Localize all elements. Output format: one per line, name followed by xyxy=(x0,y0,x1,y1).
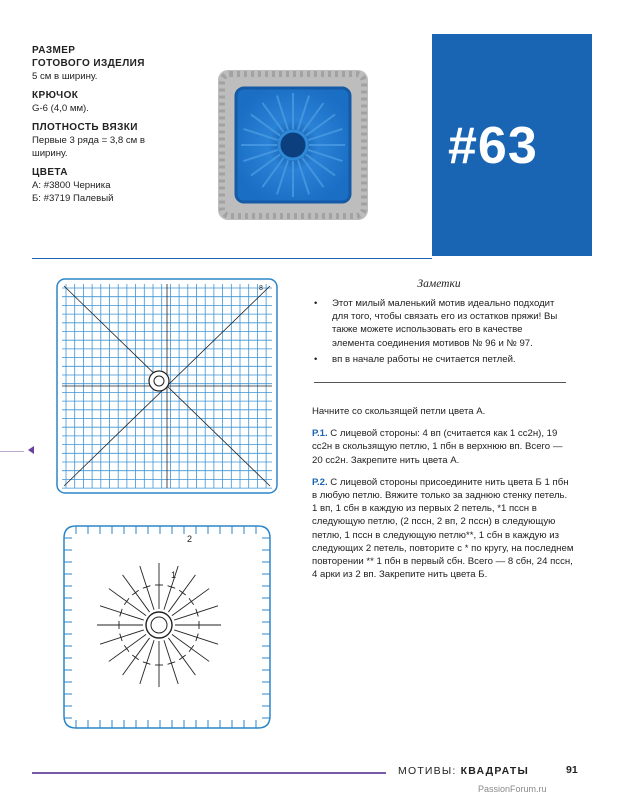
spec-color-b: Б: #3719 Палевый xyxy=(32,193,114,204)
spec-gauge-title: ПЛОТНОСТЬ ВЯЗКИ xyxy=(32,122,138,133)
pattern-number: #63 xyxy=(448,117,538,175)
row-1-text: С лицевой стороны: 4 вп (считается как 1 сс2н), 19 сс2н в скользящую петлю, 1 пбн в верхнюю вп. Всего — 20 сс2н. Закрепите нить цвета А. xyxy=(312,428,563,466)
spec-size-title-2: ГОТОВОГО ИЗДЕЛИЯ xyxy=(32,58,145,69)
side-arrow-icon xyxy=(28,446,34,454)
spec-colors xyxy=(32,166,212,205)
spec-hook xyxy=(32,89,212,115)
notes-divider xyxy=(314,382,566,383)
spec-size-value: 5 см в ширину. xyxy=(32,71,98,82)
instructions-intro: Начните со скользящей петли цвета А. xyxy=(312,406,486,417)
instructions-row-2 xyxy=(312,476,574,582)
notes-title: Заметки xyxy=(417,278,461,290)
notes-item-text: вп в начале работы не считается петлей. xyxy=(332,353,516,365)
instructions xyxy=(312,405,574,590)
spec-gauge xyxy=(32,121,212,160)
footer-subsection: КВАДРАТЫ xyxy=(460,765,529,777)
spec-size-title: РАЗМЕР xyxy=(32,45,76,56)
spec-size xyxy=(32,44,212,83)
motif-photo xyxy=(214,66,372,224)
pattern-number-badge xyxy=(432,34,592,256)
notes-item xyxy=(312,297,566,350)
footer-section-label: МОТИВЫ: xyxy=(398,765,457,777)
row-1-label: Р.1. xyxy=(312,428,328,440)
chart-row-label-8: 8 xyxy=(259,285,263,292)
bullet-icon: • xyxy=(314,298,318,309)
chart-diagram-grid xyxy=(56,278,278,494)
instructions-row-1 xyxy=(312,427,574,467)
side-rule xyxy=(0,451,24,452)
spec-gauge-value-2: ширину. xyxy=(32,148,68,159)
chart-row-label-2: 2 xyxy=(187,534,193,544)
watermark: PassionForum.ru xyxy=(478,784,547,794)
notes-item xyxy=(312,353,566,366)
footer-rule xyxy=(32,772,386,774)
spec-colors-title: ЦВЕТА xyxy=(32,167,68,178)
page-number: 91 xyxy=(566,764,578,776)
specs-panel xyxy=(32,44,212,211)
spec-hook-value: G-6 (4,0 мм). xyxy=(32,103,89,114)
chart-diagram-round xyxy=(56,518,278,736)
notes-item-text: Этот милый маленький мотив идеально подходит для того, чтобы связать его из остатков пряжи! Вы также можете использовать его в качестве элемента соединения мотивов № 96 и № 97. xyxy=(332,298,558,349)
row-2-label: Р.2. xyxy=(312,476,328,488)
chart-row-label-1: 1 xyxy=(171,570,177,580)
footer-section xyxy=(398,765,529,777)
spec-hook-title: КРЮЧОК xyxy=(32,90,79,101)
bullet-icon: • xyxy=(314,353,318,365)
notes-list xyxy=(312,297,566,369)
row-2-text: С лицевой стороны присоедините нить цвета Б 1 пбн в любую петлю. Вяжите только за заднюю стенку петель. 1 вп, 1 сбн в каждую из первых 2 петель, *1 пссн в следующую петлю, (2 пссн, 2 вп, 2 пссн) в следующую петлю, 1 пссн в следующую петлю**, 1 сбн в каждую из следующих 2 петель, повторите с * по кругу, на последнем повторении ** 1 пбн в первый сбн. Всего — 8 сбн, 24 пссн, 4 арки из 2 вп. Закрепите нить цвета Б. xyxy=(312,476,574,581)
spec-color-a: А: #3800 Черника xyxy=(32,180,111,191)
top-divider xyxy=(32,258,432,259)
spec-gauge-value-1: Первые 3 ряда = 3,8 см в xyxy=(32,135,146,146)
